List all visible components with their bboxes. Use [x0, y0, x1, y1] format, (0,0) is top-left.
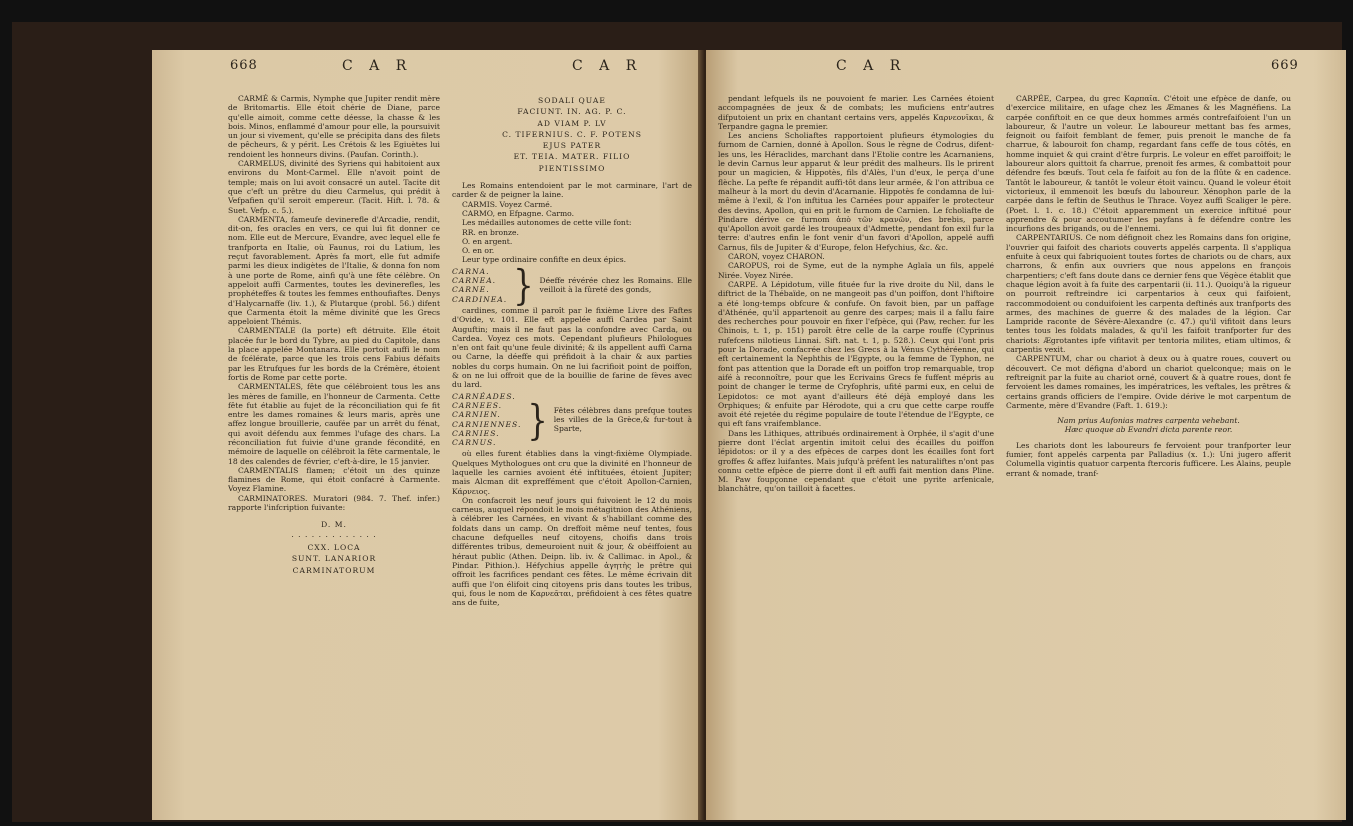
dictionary-entry: O. en argent. — [462, 236, 513, 246]
page-number: 668 — [230, 58, 258, 73]
left-column-1 — [228, 94, 440, 814]
inscription-line: C. TIFERNIUS. C. F. POTENS — [502, 129, 642, 139]
dictionary-entry: Les médailles autonomes de cette ville font: — [462, 218, 632, 228]
brace-glyph: } — [513, 260, 534, 311]
dictionary-entry: CARPENTUM, char ou chariot à deux ou à quatre roues, couvert ou découvert. Ce mot défigna d'abord un chariot quelconque; mais on le reftreignit par la fuite au chariot orné, couvert & à quatre roues, dont fe fervoient les dames romaines, les impératrices, les veftales, les prêtres & certains grands officiers de l'empire. Ovide dérive le mot carpentum de Carmente, mère d'Evandre (Faft. 1. 619.): — [1006, 354, 1291, 410]
dictionary-entry: CARON, voyez CHARON. — [728, 252, 825, 262]
inscription-line: AD VIAM P. LV — [537, 118, 607, 128]
dictionary-entry: On confacroit les neuf jours qui fuivoient le 12 du mois carneus, auquel répondoit le mois métagitnion des Athéniens, à célébrer les Carnées, en vivant & s'habillant comme des foldats dans un camp. On dreffoit même neuf tentes, fous chacune defquelles neuf citoyens, choifis dans trois différentes tribus, demeuroient nuit & jour, & obéiffoient au héraut public (Athen. Deipn. lib. iv. & Callimac. in Apol., & Pindar. Pithion.). Héfychius appelle ἀγητὴς le prêtre qui offroit les facrifices pendant ces fêtes. Le même écrivain dit auffi que l'on élifoit cinq citoyens pris dans toutes les tribus, qui, fous le nom de Καρνεᾶται, préfidoient à ces fêtes quatre ans de fuite, — [452, 495, 692, 608]
dictionary-entry: CARMENTA, fameufe devinerefle d'Arcadie, rendit, dit-on, fes oracles en vers, ce qui lui fit donner ce nom. Elle eut de Mercure, Evandre, avec lequel elle fe tranfporta en Italie, où Faunus, roi du Latium, les reçut favorablement. Après fa mort, elle fut admife parmi les dieux indigètes de l'Italie, & donna fon nom à une porte de Rome, ainfi qu'à une fête célèbre. On appeloit auffi Carmentes, toutes les devinerefles, les prophéteffes & toutes les femmes enthoufiaftes. Denys d'Halycarnaffe (liv. 1.), & Plutarque (probl. 56.) difent que Carmenta étoit la même divinité que les Grecs appeloient Thémis. — [228, 214, 440, 327]
dictionary-entry: CARMO, en Efpagne. Carmo. — [462, 208, 575, 218]
page-number: 669 — [1271, 58, 1299, 73]
column-head: C A R — [572, 58, 643, 74]
spacer — [228, 512, 440, 518]
inscription-line: · · · · · · · · · · · · · — [291, 531, 377, 541]
inscription-line: CARMINATORUM — [292, 565, 376, 575]
inscription-line: D. M. — [321, 520, 347, 530]
inscription-line: FACIUNT. IN. AG. P. C. — [517, 107, 627, 117]
inscription-line: ET. TEIA. MATER. FILIO — [513, 152, 631, 162]
entry-description: Fêtes célèbres dans prefque toutes les villes de la Grèce,& fur-tout à Sparte, — [553, 405, 692, 434]
inscription-line: PIENTISSIMO — [538, 163, 606, 173]
dictionary-entry: où elles furent établies dans la vingt-fixième Olympiade. Quelques Mythologues ont cru que la divinité en l'honneur de laquelle les carnies avoient été inftituées, étoient Jupiter; mais Alcman dit expreffément que c'étoit Apollon-Carnien, Κάρνειος. — [452, 449, 692, 496]
right-page — [706, 50, 1346, 820]
inscription-line: EJUS PATER — [542, 141, 602, 151]
brace-glyph: } — [527, 394, 548, 445]
dictionary-entry: pendant lefquels ils ne pouvoient fe marier. Les Carnées étoient accompagnées de jeux & de combats; les muficiens entr'autres difputoient un prix en chantant certains vers, appelés Καρνεονῖκαι, & Terpandre gagna le premier. — [718, 94, 994, 131]
dictionary-entry: CAROPUS, roi de Syme, eut de la nymphe Aglaïa un fils, appelé Nirée. Voyez Nirée. — [718, 261, 994, 280]
dictionary-entry: Les Romains entendoient par le mot carminare, l'art de carder & de peigner la laine. — [452, 181, 692, 200]
dictionary-entry: Les anciens Scholiaftes rapportoient plufieurs étymologies du furnom de Carnien, donné à Apollon. Sous le règne de Codrus, difent-les uns, les Héraclides, marchant dans l'Etolie contre les Acarnaniens, le devin Carnus leur apparut & leur prédit des malheurs. Ils le prirent pour un magicien, & Hippotès, fils d'Alès, l'un d'eux, le perça d'une flèche. La pefte fe répandit auffi-tôt dans leur armée, & l'on attribua ce malheur à la mort du devin d'Acarnanie. Hippotès fe condamna de lui-même à l'exil, & l'on inftitua les Carnées pour appaifer le protecteur des devins, Apollon, qui en prit le furnom de Carnien. Le fcholiafte de Pindare dérive ce furnom ἀπὸ τῶν κρανῶν, des brebis, parce qu'Apollon avoit gardé les troupeaux d'Admette, pendant fon exil fur la terre: d'autres enfin le font venir d'un favori d'Apollon, appelé auffi Carnus, fils de Jupiter & d'Europe, felon Hefychius, &c. &c. — [718, 131, 994, 252]
left-page — [152, 50, 702, 820]
running-head: C A R — [342, 58, 413, 74]
dictionary-entry: CARMENTALES, fête que célébroient tous les ans les mères de famille, en l'honneur de Carmenta. Cette fête fut établie au fujet de la réconciliation qui fe fit entre les dames romaines & leurs maris, après une affez longue brouillerie, caufée par un arrêt du fénat, qui avoit défendu aux femmes l'ufage des chars. La réconciliation fut fuivie d'une grande fécondité, en mémoire de laquelle on célébroit la fête carmentale, le 18 des calendes de février, c'eft-à-dire, le 15 janvier. — [228, 382, 440, 466]
inscription-line: SUNT. LANARIOR — [291, 554, 377, 564]
dictionary-entry: Les chariots dont les laboureurs fe fervoient pour tranfporter leur fumier, font appelés carpenta par Palladius (x. 1.): Uni jugero afferit Columella vigintis quatuor carpenta ftercoris fufficere. Les Alains, peuple errant & nomade, tranf- — [1006, 440, 1291, 478]
book-spread — [12, 22, 1342, 822]
dictionary-entry: Leur type ordinaire confifte en deux épics. — [462, 255, 627, 265]
right-column-1 — [718, 94, 994, 814]
dictionary-entry: CARMELUS, divinité des Syriens qui habitoient aux environs du Mont-Carmel. Elle n'avoit point de temple; mais on lui avoit consacré un autel. Tacite dit que c'eft un prêtre du dieu Carmelus, qui prédit à Vefpafien qu'il seroit empereur. (Tacit. Hift. l. 78. & Suet. Vefp. c. 5.). — [228, 159, 440, 215]
dictionary-entry: CARMENTALE (la porte) eft détruite. Elle étoit placée fur le bord du Tybre, au pied du Capitole, dans la place appelée Montanara. Elle portoit auffi le nom de fcélérate, parce que les trois cens Fabius défaits par les Etrufques fur les bords de la Crémère, étoient fortis de Rome par cette porte. — [228, 326, 440, 382]
verse-line: Hæc quoque ab Evandri dicta parente reor. — [1064, 425, 1233, 435]
verse-line: Nam prius Aufonias matres carpenta vehebant. — [1057, 416, 1240, 426]
dictionary-entry: RR. en bronze. — [462, 227, 519, 237]
bracketed-entry-group — [452, 392, 692, 448]
left-column-2 — [452, 94, 692, 814]
dictionary-entry: cardines, comme il paroît par le fixième Livre des Faftes d'Ovide, v. 101. Elle eft appelée auffi Cardea par Saint Auguftin; mais il ne faut pas la confondre avec Carda, ou Cardea. Voyez ces mots. Cependant plufieurs Philologues n'en ont fait qu'une feule divinité; & ils appellent auffi Carna ou Carne, la déeffe qui préfidoit à la chair & aux parties nobles du corps humain. On ne lui facrifioit point de poiffon, & on ne lui offroit que de la bouillie de farine de fèves avec du lard. — [452, 305, 692, 390]
dictionary-entry: Dans les Lithiques, attribués ordinairement à Orphée, il s'agit d'une pierre dont l'éclat argentin imitoit celui des écailles du poiffon lépidotos: or il y a des efpèces de carpes dont les écailles font fort groffes & affez luifantes. Mais jufqu'à préfent les naturaliftes n'ont pas connu cette efpèce de pierre dont il eft auffi fait mention dans Pline. M. Paw foupçonne cependant que c'étoit une pyrite arfenicale, blanchâtre, qu'on tailloit à facettes. — [718, 428, 994, 494]
dictionary-entry: CARMIS. Voyez Carmé. — [462, 199, 553, 209]
dictionary-entry: CARPE. A Lépidotum, ville fituée fur la rive droite du Nil, dans le diftrict de la Thébaïde, on ne mangeoit pas d'un poiffon, dont l'hiftoire a été long-temps obfcure & confufe. On favoit bien, par un paffage d'Athénée, qu'il appartenoit au genre des carpes; mais il a fallu faire des recherches pour pouvoir en fixer l'efpèce, qui (Paw, recher. fur les Chinois, t. 1, p. 151) paroît être celle de la carpe rouffe (Cyprinus rufefcens nilotieus Linnai. Sift. nat. t. 1, p. 528.). Ceux qui l'ont pris pour la Dorade, confacrée chez les Grecs à la Vénus Cythéréenne, qui eft certainement la Nephthis de l'Egypte, ou la femme de Typhon, ne font pas attention que la Dorade eft un poiffon trop remarquable, trop aifé à reconnoître, pour que les Ecrivains Grecs fe fuffent mépris au point de changer le terme de Cryfophris, ufité parmi eux, en celui de Lepidotos: ce mot ayant d'ailleurs été déjà employé dans les Orphiques; & enfuite par Hérodote, qui a cru que cette carpe rouffe avoit été rejetée du régime populaire de toute l'étendue de l'Egypte, ce qui eft fans vraifemblance. — [718, 279, 994, 429]
dictionary-entry: CARPÉE, Carpea, du grec Καρπαῖα. C'étoit une efpèce de danfe, ou d'exercice militaire, en ufage chez les Æmanes & les Magnéfiens. La carpée confiftoit en ce que deux hommes armés contrefaifoient l'un un laboureur, & l'autre un voleur. Le laboureur mettant bas fes armes, feignoit ou faifoit femblant de femer, puis prenoit le manche de fa charrue, & labouroit fon champ, regardant fans ceffe de tous côtés, en homme inquiet & qui craint d'être furpris. Le voleur en effet paroiffoit; le laboureur alors quittoit fa charrue, prenoit fes armes, & combattoit pour défendre fes bœufs. Tout cela fe faifoit au fon de la flûte & en cadence. Tantôt le laboureur, & tantôt le voleur étoit vaincu. Quand le voleur étoit victorieux, il emmenoit les bœufs du laboureur. Xénophon parle de la carpée dans le feftin de Seuthus le Thrace. Voyez auffi Scaliger le père. (Poet. l. 1. c. 18.) C'étoit apparemment un exercice inftitué pour apprendre & pour accoutumer les payfans à fe défendre contre les incurfions des brigands, ou de l'ennemi. — [1006, 94, 1291, 234]
entry-names: CARNÉADES. CARNEES. CARNIEN. CARNIENNES. CARNIES. CARNUS. — [452, 391, 522, 448]
dictionary-entry: CARMÉ & Carmis, Nymphe que Jupiter rendit mère de Britomartis. Elle étoit chérie de Diane, parce qu'elle aimoit, comme cette déesse, la chasse & les bois. Minos, enflammé d'amour pour elle, la poursuivit un jour si vivement, qu'elle se précipita dans des filets de pêcheurs, & y périt. Les Crétois & les Egiuètes lui rendoient les honneurs divins. (Paufan. Corinth.). — [228, 94, 440, 159]
inscription-line: CXX. LOCA — [307, 542, 361, 552]
running-head: C A R — [836, 58, 907, 74]
entry-description: Déeffe révérée chez les Romains. Elle veilloit à la fûreté des gonds, — [539, 276, 692, 295]
dictionary-entry: O. en or. — [462, 246, 495, 256]
inscription-line: SODALI QUAE — [538, 96, 606, 105]
entry-names: CARNA. CARNEA. CARNE. CARDINEA. — [452, 266, 508, 304]
dictionary-entry: CARPENTARIUS. Ce nom défignoit chez les Romains dans fon origine, l'ouvrier qui faifoit des chariots couverts appelés carpenta. Il s'appliqua enfuite à ceux qui fabriquoient toutes fortes de chariots ou de chars, aux charrons, & enfin aux ouvriers que nous appelons en françois charpentiers; c'eft fans doute dans ce dernier fens que Végèce établit que chaque légion avoit à fa fuite des carpentarii (ii. 11.). Quoiqu'à la rigueur on pourroit reftreindre ici carpentarios à ceux qui faifoient, raccommodoient ou conduifoient les carpenta deftinés aux tranfports des armes, des machines de guerre & des malades de la légion. Car Lampride raconte de Sévère-Alexandre (c. 47.) qu'il vifitoit dans leurs tentes tous les foldats malades, & qu'il les faifoit tranfporter fur des chariots: Ægrotantes ipfe vifitavit per tentoria milites, etiam ultimos, & carpentis vexit. — [1006, 233, 1291, 355]
dictionary-entry: CARMINATORES. Muratori (984. 7. Thef. infer.) rapporte l'infcription fuivante: — [228, 493, 440, 513]
right-column-2 — [1006, 94, 1291, 814]
dictionary-entry: CARMENTALIS flamen; c'étoit un des quinze flamines de Rome, qui étoit confacré à Carmente. Voyez Flamine. — [228, 465, 440, 494]
